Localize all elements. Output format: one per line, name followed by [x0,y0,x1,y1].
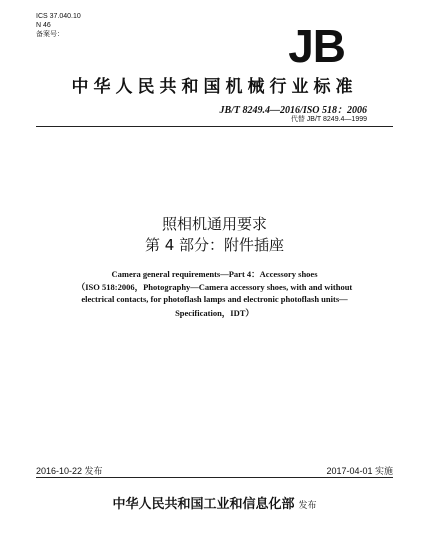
replaces-standard: 代替 JB/T 8249.4—1999 [290,116,367,123]
chinese-title-line1: 照相机通用要求 [161,215,267,233]
industry-standard-title: 中华人民共和国机械行业标准 [71,77,358,97]
implementation-date: 2017-04-01 实施 [326,466,393,476]
issue-date: 2016-10-22 发布 [36,466,103,476]
english-title-line3: electrical contacts, for photoflash lamps and electronic photoflash units— [81,294,348,304]
top-divider [36,126,393,127]
english-title-line1: Camera general requirements—Part 4：Accessory shoes [111,269,318,279]
issuer [0,493,429,512]
english-title-line4: Specification，IDT） [175,308,254,318]
ccs-code: N 46 [36,22,51,29]
issuer-name: 中华人民共和国工业和信息化部 [112,497,295,512]
standard-number: JB/T 8249.4—2016/ISO 518：2006 [219,105,367,116]
record-number-label: 备案号： [36,31,64,38]
issuer-suffix: 发布 [298,501,317,511]
jb-logo: JB [288,20,345,72]
english-title-line2: （ISO 518:2006，Photography—Camera accessory shoes, with and without [76,282,353,292]
bottom-divider [36,477,393,478]
chinese-title-line2: 第 4 部分：附件插座 [144,236,285,254]
ics-code: ICS 37.040.10 [36,13,81,20]
